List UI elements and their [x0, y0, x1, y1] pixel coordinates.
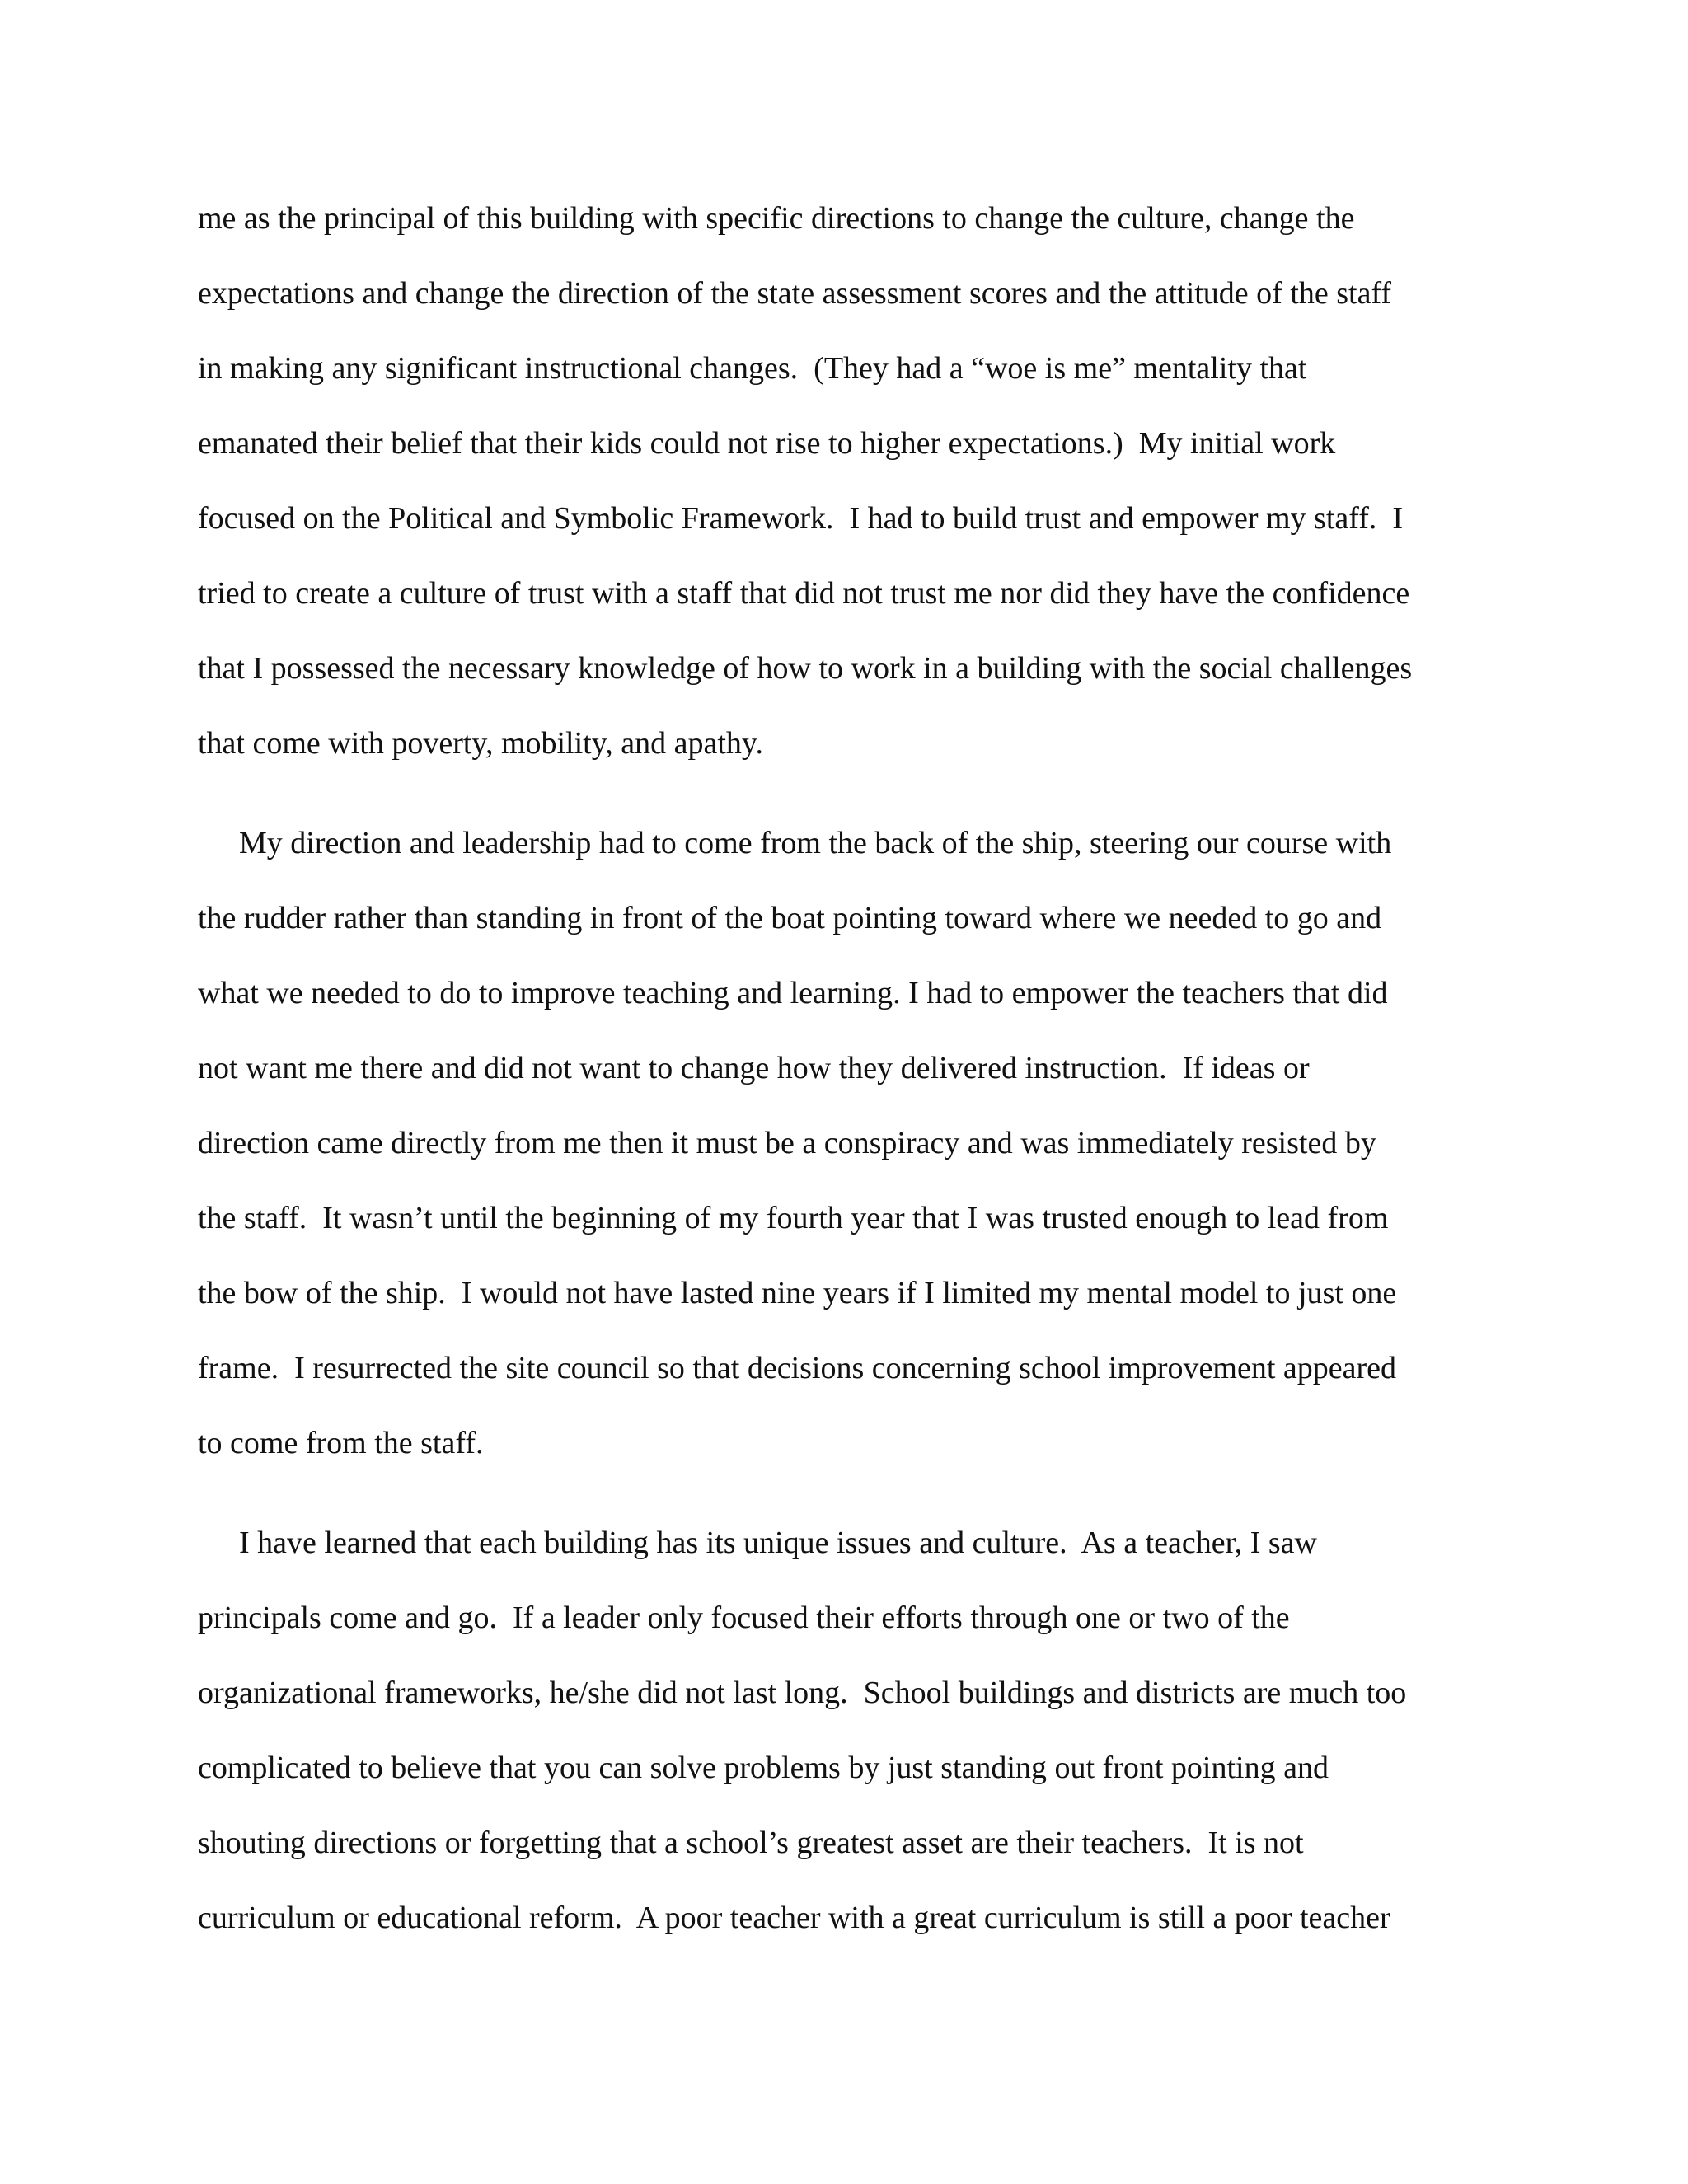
- text-line: focused on the Political and Symbolic Framework. I had to build trust and empower my staff. I: [198, 501, 1404, 536]
- text-line: tried to create a culture of trust with a staff that did not trust me nor did they have the confidence: [198, 576, 1410, 611]
- text-line: that I possessed the necessary knowledge of how to work in a building with the social challenges: [198, 651, 1413, 686]
- text-line: shouting directions or forgetting that a school’s greatest asset are their teachers. It is not: [198, 1825, 1304, 1860]
- text-line: My direction and leadership had to come from the back of the ship, steering our course with: [239, 826, 1392, 860]
- text-line: to come from the staff.: [198, 1426, 484, 1460]
- text-line: expectations and change the direction of the state assessment scores and the attitude of the staff: [198, 276, 1392, 311]
- text-line: in making any significant instructional changes. (They had a “woe is me” mentality that: [198, 351, 1307, 386]
- text-line: the rudder rather than standing in front of the boat pointing toward where we needed to go and: [198, 901, 1382, 935]
- text-line: emanated their belief that their kids could not rise to higher expectations.) My initial work: [198, 426, 1336, 461]
- text-line: direction came directly from me then it must be a conspiracy and was immediately resisted by: [198, 1126, 1376, 1160]
- text-line: the bow of the ship. I would not have lasted nine years if I limited my mental model to just one: [198, 1276, 1397, 1310]
- text-line: what we needed to do to improve teaching and learning. I had to empower the teachers that did: [198, 976, 1388, 1010]
- text-line: that come with poverty, mobility, and apathy.: [198, 726, 763, 761]
- text-line: organizational frameworks, he/she did not last long. School buildings and districts are much too: [198, 1675, 1407, 1710]
- text-line: me as the principal of this building with specific directions to change the culture, change the: [198, 201, 1355, 236]
- text-line: not want me there and did not want to change how they delivered instruction. If ideas or: [198, 1051, 1310, 1085]
- text-line: frame. I resurrected the site council so that decisions concerning school improvement appeared: [198, 1351, 1397, 1385]
- text-line: the staff. It wasn’t until the beginning of my fourth year that I was trusted enough to lead from: [198, 1201, 1389, 1235]
- text-line: curriculum or educational reform. A poor teacher with a great curriculum is still a poor teacher: [198, 1900, 1390, 1935]
- text-line: complicated to believe that you can solve problems by just standing out front pointing and: [198, 1750, 1329, 1785]
- text-line: I have learned that each building has its unique issues and culture. As a teacher, I saw: [239, 1526, 1317, 1560]
- text-line: principals come and go. If a leader only focused their efforts through one or two of the: [198, 1601, 1290, 1635]
